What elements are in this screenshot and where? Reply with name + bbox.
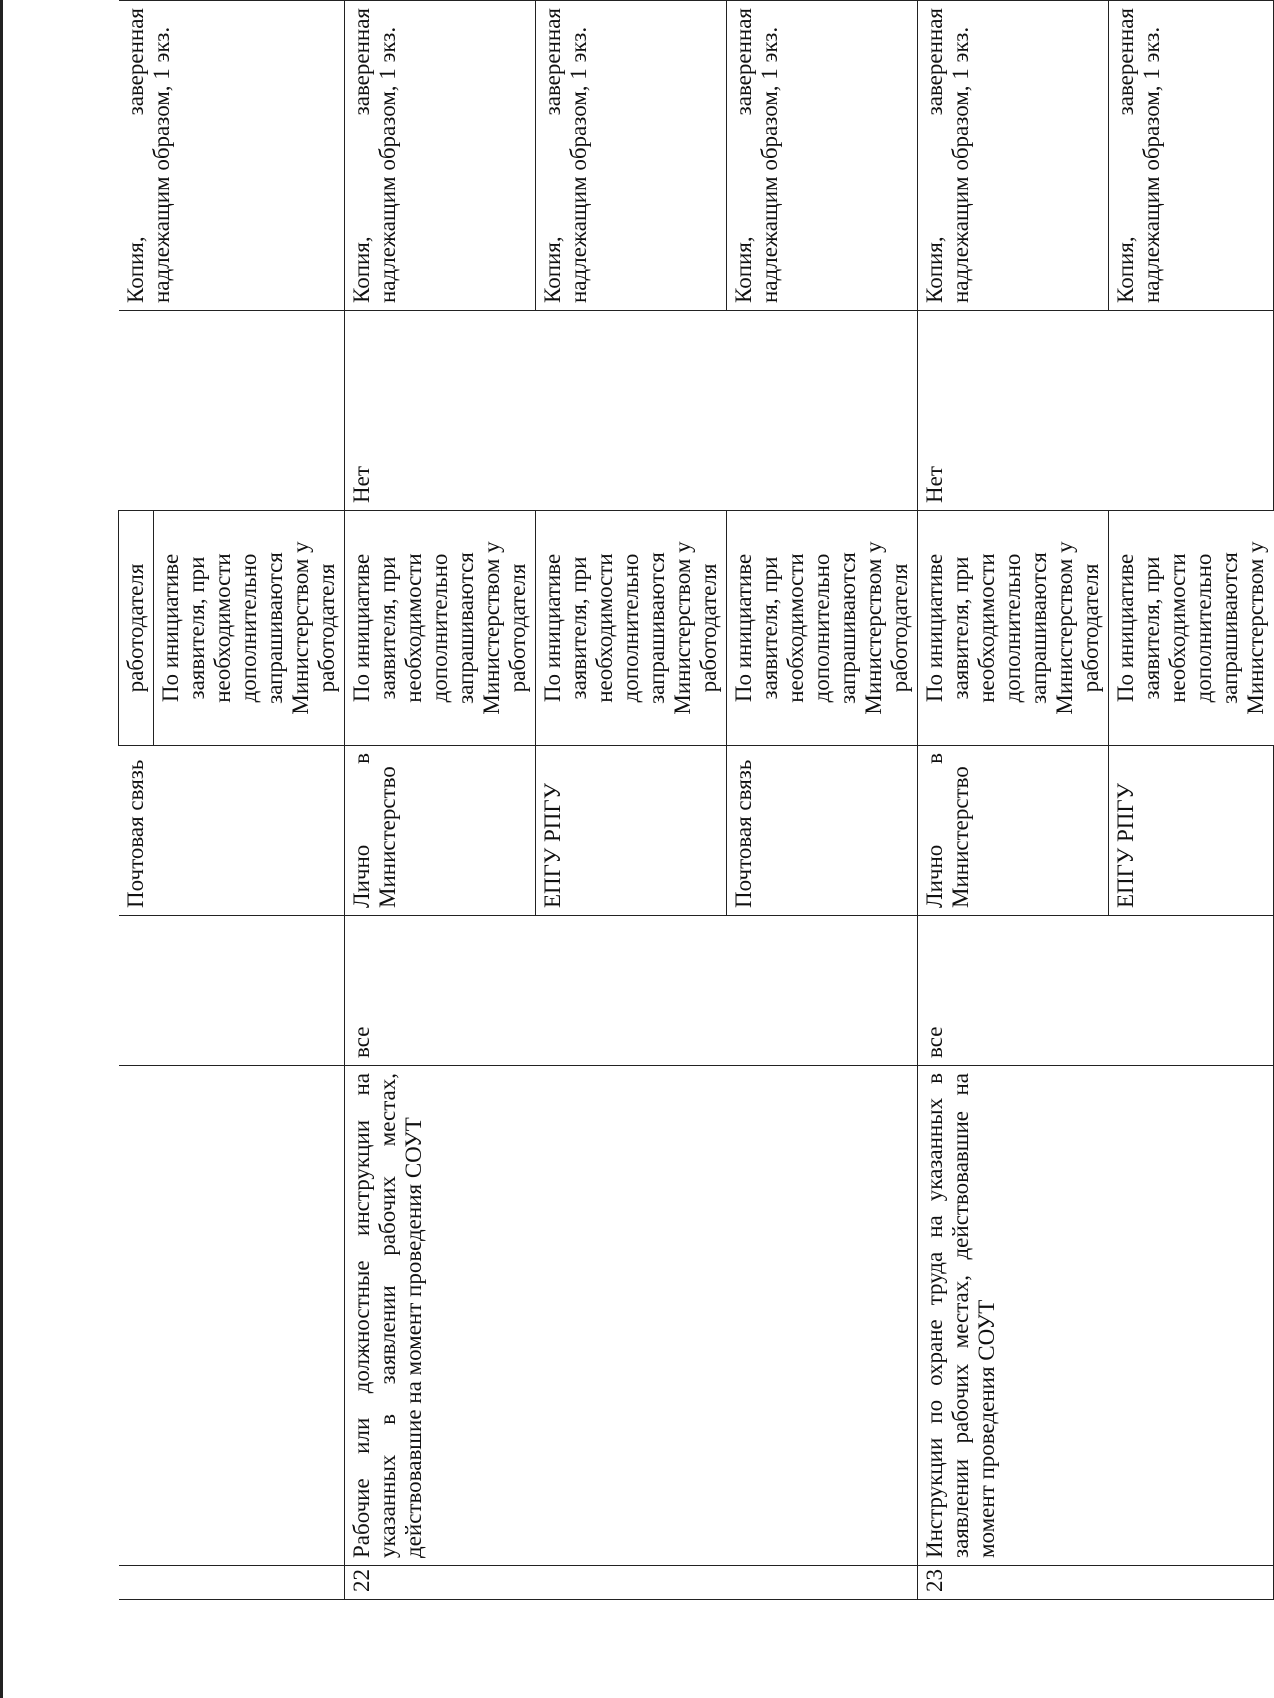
form-text: Копия, заверенная надлежащим образом, 1 экз. xyxy=(122,8,174,303)
submission-way: Лично в Министерство xyxy=(918,746,1109,916)
cell-who xyxy=(119,916,345,1066)
submission-way: Почтовая связь xyxy=(727,746,918,916)
page-left-edge-line xyxy=(0,0,3,1698)
form-text: Копия, заверенная надлежащим образом, 1 экз. xyxy=(345,1,536,311)
row-number: 22 xyxy=(345,1566,918,1600)
row-number: 23 xyxy=(918,1566,1274,1600)
table-row xyxy=(918,1,1109,1600)
when-continuation: работодателя xyxy=(123,563,148,693)
submission-way: ЕПГУ РПГУ xyxy=(536,746,727,916)
table-row xyxy=(345,1,536,1600)
when-text: По инициативе заявителя, при необходимости дополнительно запрашиваются Министерством у работодателя xyxy=(345,511,536,746)
when-text: По инициативе заявителя, при необходимости дополнительно запрашиваются Министерством у работодателя xyxy=(727,511,918,746)
cell-original xyxy=(119,311,345,511)
documents-table xyxy=(118,0,1274,1600)
form-text: Копия, заверенная надлежащим образом, 1 экз. xyxy=(918,1,1109,311)
form-text: Копия, заверенная надлежащим образом, 1 экз. xyxy=(536,1,727,311)
table-row-continuation xyxy=(119,1,345,1600)
document-name: Инструкции по охране труда на указанных в заявлении рабочих местах, действовавшие на момент проведения СОУТ xyxy=(918,1066,1274,1566)
original-required: Нет xyxy=(918,311,1274,511)
cell-form xyxy=(119,1,345,311)
submission-way: Почтовая связь xyxy=(122,759,148,908)
form-text: Копия, заверенная надлежащим образом, 1 экз. xyxy=(1109,1,1274,311)
submission-way: ЕПГУ РПГУ xyxy=(1109,746,1274,916)
original-required: Нет xyxy=(345,311,918,511)
document-name: Рабочие или должностные инструкции на указанных в заявлении рабочих местах, действовавшие на момент проведения СОУТ xyxy=(345,1066,918,1566)
form-text: Копия, заверенная надлежащим образом, 1 экз. xyxy=(727,1,918,311)
applicant-category: все xyxy=(918,916,1274,1066)
when-text: По инициативе заявителя, при необходимости дополнительно запрашиваются Министерством у работодателя xyxy=(536,511,727,746)
submission-way: Лично в Министерство xyxy=(345,746,536,916)
when-text: По инициативе заявителя, при необходимости дополнительно запрашиваются Министерством у xyxy=(1109,511,1274,746)
cell-num xyxy=(119,1566,345,1600)
applicant-category: все xyxy=(345,916,918,1066)
cell-doc xyxy=(119,1066,345,1566)
when-text: По инициативе заявителя, при необходимости дополнительно запрашиваются Министерством у работодателя xyxy=(153,511,340,745)
cell-way xyxy=(119,746,345,916)
when-text: По инициативе заявителя, при необходимости дополнительно запрашиваются Министерством у работодателя xyxy=(918,511,1109,746)
cell-when xyxy=(119,511,345,746)
